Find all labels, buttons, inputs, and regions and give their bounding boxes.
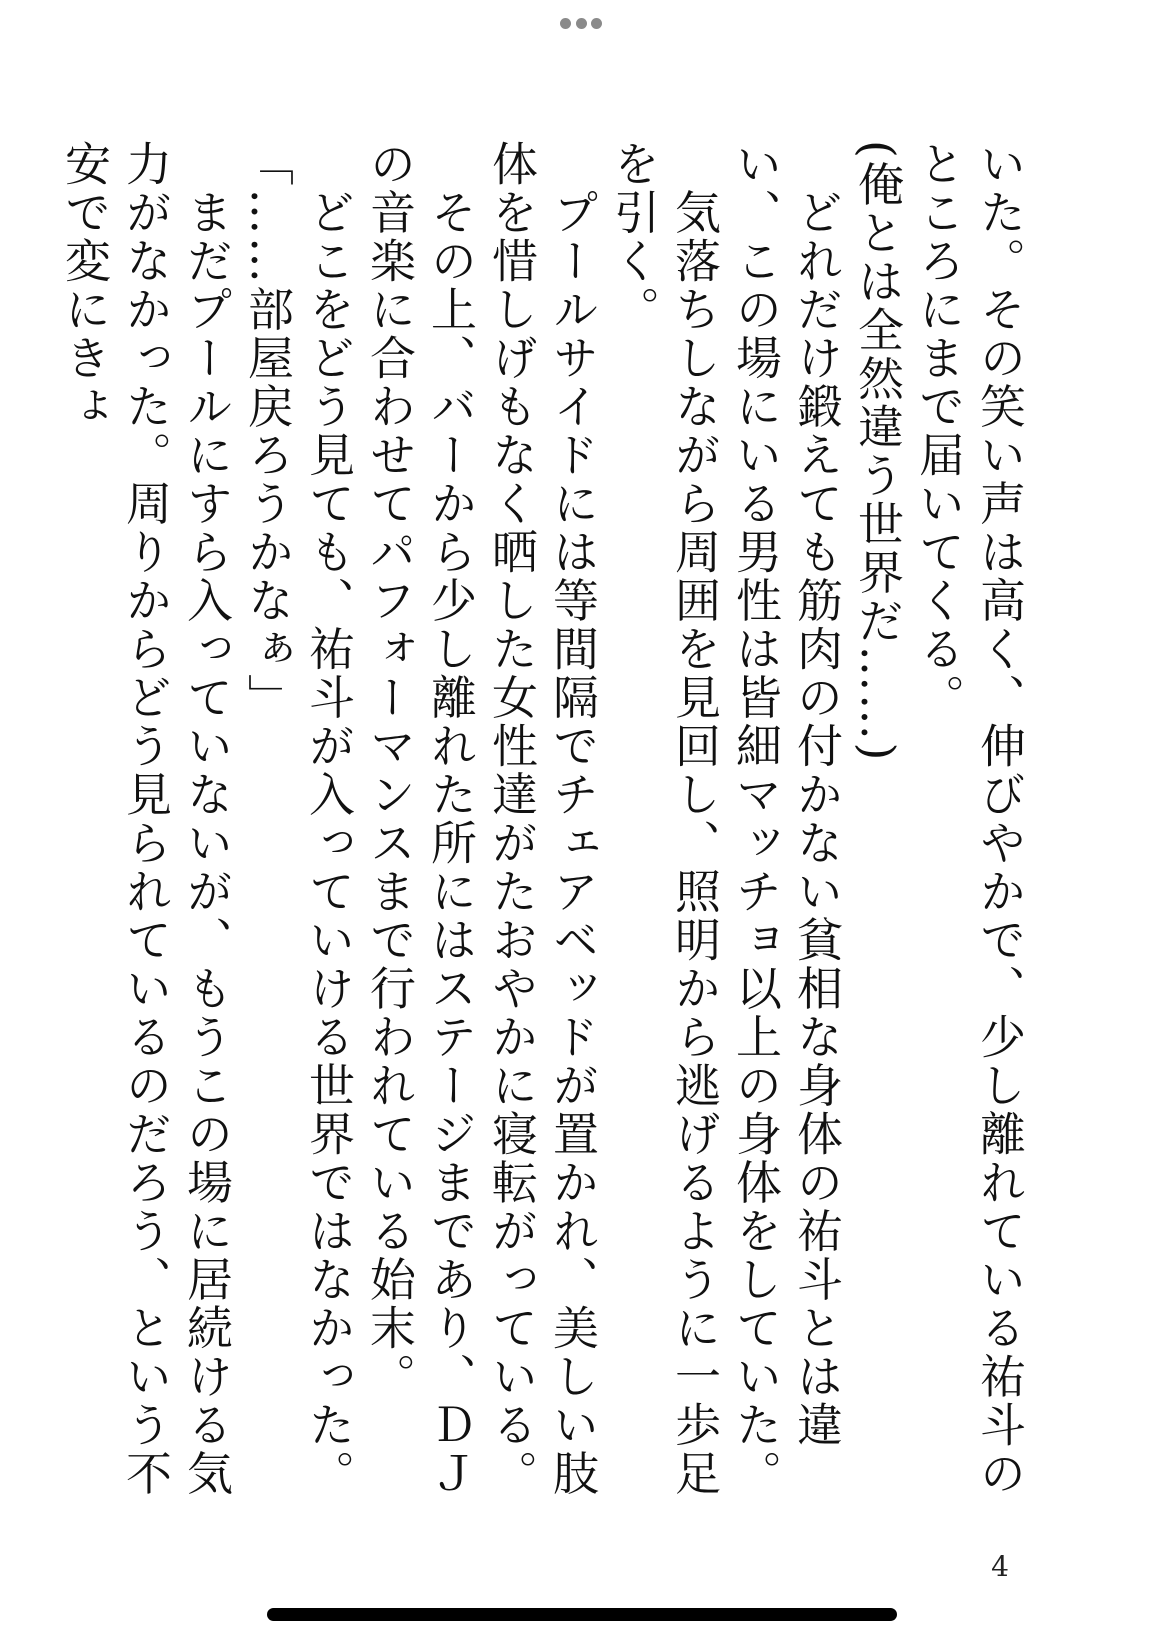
paragraph: いた。その笑い声は高く、伸びやかで、少し離れている祐斗のところにまで届いてくる。 [912,140,1027,1498]
paragraph: どれだけ鍛えても筋肉の付かない貧相な身体の祐斗とは違い、この場にいる男性は皆細マッチョ以上の身体をしていた。 [729,140,844,1498]
page-number: 4 [991,1550,1009,1583]
home-indicator[interactable] [267,1608,897,1621]
paragraph: その上、バーから少し離れた所にはステージまであり、ＤＪの音楽に合わせてパフォーマンスまで行われている始末。 [363,140,478,1498]
dot [576,18,587,29]
reading-page [58,140,1030,1510]
paragraph: (俺とは全然違う世界だ……) [851,140,905,763]
dot [591,18,602,29]
paragraph: どこをどう見ても、祐斗が入っていける世界ではなかった。 [302,140,356,1498]
more-options-icon[interactable] [560,16,602,30]
dot [560,18,571,29]
paragraph: 「……部屋戻ろうかなぁ」 [241,140,295,722]
paragraph: まだプールにすら入っていないが、もうこの場に居続ける気力がなかった。周りからどう見られているのだろう、という不安で変にきょ [58,140,234,1498]
paragraph: 気落ちしながら周囲を見回し、照明から逃げるように一歩足を引く。 [607,140,722,1498]
paragraph: プールサイドには等間隔でチェアベッドが置かれ、美しい肢体を惜しげもなく晒した女性達がたおやかに寝転がっている。 [485,140,600,1498]
